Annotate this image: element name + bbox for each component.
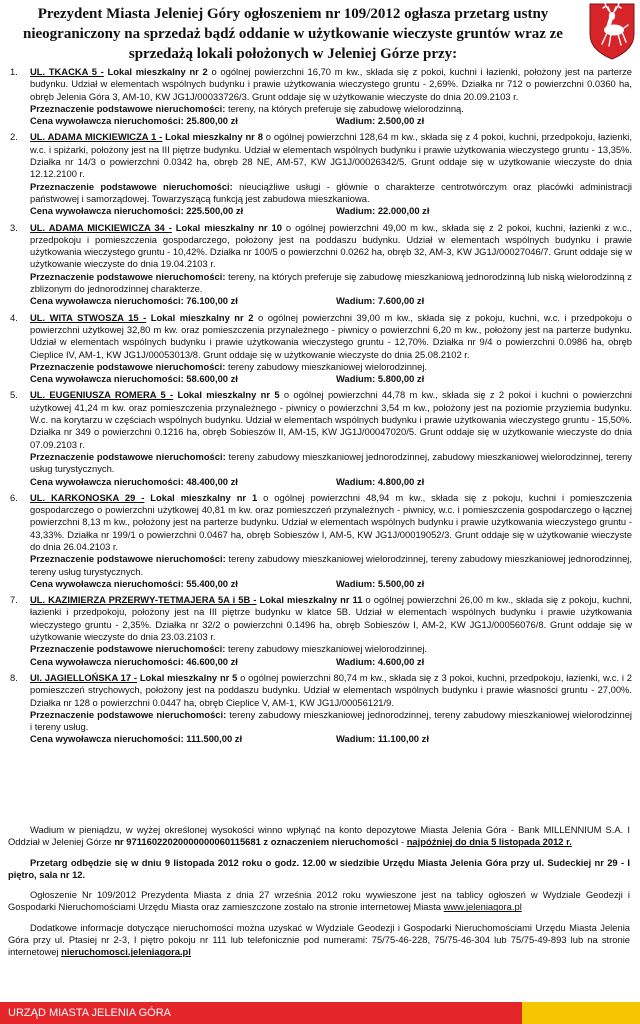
property-description xyxy=(30,66,632,103)
street-name: UL. KARKONOSKA 29 - xyxy=(30,491,145,503)
deposit-amount: Wadium: 5.800,00 zł xyxy=(336,373,425,385)
street-name: UL. TKACKA 5 - xyxy=(30,66,104,77)
lokal-label: Lokal mieszkalny nr 8 xyxy=(162,131,263,143)
item-number: 8. xyxy=(10,671,18,683)
street-name: Ul. JAGIELLOŃSKA 17 - xyxy=(30,671,138,683)
deposit-amount: Wadium: 7.600,00 zł xyxy=(336,295,425,307)
property-item xyxy=(6,66,632,127)
info-paragraph: Dodatkowe informacje dotyczące nieruchomości można uzyskać w Wydziale Geodezji i Gospodarki Nieruchomościami Urzędu Miasta Jelenia Góra przy ul. Ptasiej nr 2-3, I piętro pokoju nr 111 lub telefonicznie pod numerami: 75/75-46-228, 75/75-46-304 lub 75/75-49-893 lub na stronie internetowej nieruchomosci.jeleniagora.pl xyxy=(8,921,630,958)
purpose-text: tereny zabudowy mieszkaniowej jednorodzinnej, zabudowy mieszkaniowej wielorodzinnej, tereny usług turystycznych. xyxy=(30,450,632,475)
street-name: UL. ADAMA MICKIEWICZA 34 - xyxy=(30,221,172,233)
starting-price: Cena wywoławcza nieruchomości: 76.100,00 zł xyxy=(30,295,238,307)
deposit-amount: Wadium: 5.500,00 zł xyxy=(336,577,425,589)
item-number: 2. xyxy=(10,131,18,143)
property-description xyxy=(30,672,632,709)
lokal-label: Lokal mieszkalny nr 10 xyxy=(171,221,282,233)
street-name: UL. EUGENIUSZA ROMERA 5 - xyxy=(30,389,174,401)
price-row xyxy=(30,476,632,488)
property-purpose xyxy=(30,361,632,373)
bank-account-number: nr 97116022020000000060115681 z oznaczeniem nieruchomości xyxy=(114,836,399,848)
purpose-label: Przeznaczenie podstawowe nieruchomości: xyxy=(30,708,227,720)
purpose-text: tereny zabudowy mieszkaniowej jednorodzinnej, tereny zabudowy mieszkaniowej wielorodzinnej i tereny usług. xyxy=(30,708,632,733)
starting-price: Cena wywoławcza nieruchomości: 225.500,00 zł xyxy=(30,205,244,217)
item-number: 7. xyxy=(10,594,18,606)
deposit-amount: Wadium: 22.000,00 zł xyxy=(336,205,430,217)
announcement-header xyxy=(0,0,640,68)
purpose-label: Przeznaczenie podstawowe nieruchomości: xyxy=(30,553,226,565)
starting-price: Cena wywoławcza nieruchomości: 55.400,00 zł xyxy=(30,577,238,589)
purpose-label: Przeznaczenie podstawowe nieruchomości: xyxy=(30,102,226,114)
property-description xyxy=(30,312,632,361)
property-details: o ogólnej powierzchni 16,70 m kw., składa się z pokoi, kuchni i łazienki, położony jest na parterze budynku. Udział w elementach wspólnych budynku i prawie użytkowania wieczystego gruntu - 2,69%. Działka nr 712 o powierzchni 0.0360 ha, obręb Jelenia Góra 3, AM-10, KW JG1J/00033726/3. Grunt oddaje się w użytkowanie wieczyste do dnia 20.09.2103 r. xyxy=(30,66,632,102)
purpose-text: nieuciążliwe usługi - głównie o charakterze centrotwórczym oraz placówki administracji państwowej i samorządowej. Towarzyszącą funkcją jest zabudowa mieszkaniowa. xyxy=(30,180,632,204)
property-website-link[interactable]: nieruchomosci.jeleniagora.pl xyxy=(61,946,191,958)
purpose-text: tereny, na których preferuje się zabudowę mieszkaniową jednorodzinną lub niską wielorodzinną z zblizonym do jednorodzinnej charakterze. xyxy=(30,270,632,295)
purpose-label: Przeznaczenie podstawowe nieruchomości: xyxy=(30,450,226,462)
property-details: o ogólnej powierzchni 128,64 m kw., składa się z 4 pokoi, kuchni, przedpokoju, łazienki, w.c. i spiżarki, położony jest na III piętrze budynku. Udział w elementach wspólnych budynku i prawie użytkowania wieczystego gruntu - 13,35%. Działka nr 14/3 o powierzchni 0.0342 ha, obręb 28 NE, AM-57, KW JG1J/00026342/5. Grunt oddaje się w użytkowanie wieczyste do dnia 12.12.2100 r. xyxy=(30,131,632,180)
property-details: o ogólnej powierzchni 26,00 m kw., składa się z pokoju, kuchni, łazienki i przedpokoju, położony jest na III piętrze budynku w klatce 5B. Udział w elementach wspólnych budynku i prawie użytkowania wieczystego gruntu - 2,35%. Działka nr 32/2 o powierzchni 0.1496 ha, obręb Sobieszów I, AM-2, KW JG1J/00056076/8. Grunt oddaje się w użytkowanie wieczyste do dnia 23.03.2103 r. xyxy=(30,594,632,643)
lokal-label: Lokal mieszkalny nr 5 xyxy=(137,671,238,683)
purpose-label: Przeznaczenie podstawowe nieruchomości: xyxy=(30,360,226,372)
property-description xyxy=(30,492,632,553)
purpose-text: tereny zabudowy mieszkaniowej wielorodzinnej, tereny zabudowy mieszkaniowej jednorodzinnej, tereny usług turystycznych. xyxy=(30,553,632,577)
property-description xyxy=(30,131,632,180)
property-details: o ogólnej powierzchni 39,00 m kw., składa się z pokoju, kuchni, w.c. i przedpokoju o powierzchni użytkowej 32,80 m kw. oraz pomieszczenia przynależnego - piwnicy o powierzchni 6,20 m kw., położony jest na parterze budynku. Udział w elementach wspólnych budynku i prawie użytkowania wieczystego gruntu - 12,70%. Działka nr 9/4 o powierzchni 0.0986 ha, obręb Cieplice IV, AM-1, KW JG1J/00053013/8. Grunt oddaje się w użytkowanie wieczyste do dnia 25.08.2102 r. xyxy=(30,311,632,360)
city-office-label: URZĄD MIASTA JELENIA GÓRA xyxy=(0,1002,522,1024)
property-description xyxy=(30,222,632,271)
property-details: o ogólnej powierzchni 48,94 m kw., składa się z pokoju, kuchni i pomieszczenia gospodarczego o powierzchni użytkowej 40,81 m kw. oraz pomieszczeń przynależnych - piwnicy, w.c. i pomieszczenia gospodarczego o łącznej powierzchni 8,13 m kw., położony jest na parterze budynku. Udział w elementach wspólnych budynku i prawie użytkowania wieczystego gruntu - 43,33%. Działka nr 199/1 o powierzchni 0.0467 ha, obręb Sobieszów I, AM-5, KW JG1J/00019052/3. Grunt oddaje się w użytkowanie wieczyste do dnia 26.04.2103 r. xyxy=(30,491,632,552)
lokal-label: Lokal mieszkalny nr 2 xyxy=(103,66,208,77)
yellow-stripe xyxy=(522,1002,640,1024)
notice-paragraph: Ogłoszenie Nr 109/2012 Prezydenta Miasta z dnia 27 września 2012 roku wywieszone jest na tablicy ogłoszeń w Wydziale Geodezji i Gospodarki Nieruchomościami Urzędu Miasta oraz zamieszczone zostało na stronie internetowej Miasta www.jeleniagora.pl xyxy=(8,889,630,913)
starting-price: Cena wywoławcza nieruchomości: 111.500,00 zł xyxy=(30,733,243,745)
street-name: UL. WITA STWOSZA 15 - xyxy=(30,311,147,323)
purpose-label: Przeznaczenie podstawowe nieruchomości: xyxy=(30,643,226,655)
property-details: o ogólnej powierzchni 80,74 m kw., składa się z 3 pokoi, kuchni, przedpokoju, łazienki, w.c. i 2 pomieszczeń strychowych, położony jest na poddaszu budynku. Udział w elementach wspólnych budynku i prawie własności gruntu - 27,00%. Działka nr 128 o powierzchni 0.0447 ha, obręb Cieplice V, AM-1, KW JG1J/00056121/9. xyxy=(30,671,632,708)
item-number: 4. xyxy=(10,311,18,323)
item-number: 6. xyxy=(10,491,18,503)
lokal-label: Lokal mieszkalny nr 5 xyxy=(173,389,280,401)
price-row xyxy=(30,373,632,385)
deposit-amount: Wadium: 4.800,00 zł xyxy=(336,475,425,487)
announcement-title: Prezydent Miasta Jeleniej Góry ogłoszeniem nr 109/2012 ogłasza przetarg ustny nieograniczony na sprzedaż bądź oddanie w użytkowanie wieczyste gruntów wraz ze sprzedażą lokali położonych w Jeleniej Górze przy: xyxy=(23,6,563,62)
starting-price: Cena wywoławcza nieruchomości: 48.400,00 zł xyxy=(30,475,238,487)
property-purpose xyxy=(30,103,632,115)
starting-price: Cena wywoławcza nieruchomości: 46.600,00 zł xyxy=(30,655,238,667)
announcement-footer xyxy=(8,824,630,967)
property-description xyxy=(30,389,632,450)
lokal-label: Lokal mieszkalny nr 1 xyxy=(144,491,258,503)
property-item xyxy=(6,672,632,746)
property-item xyxy=(6,594,632,668)
item-number: 5. xyxy=(10,389,18,401)
property-item xyxy=(6,389,632,487)
lokal-label: Lokal mieszkalny nr 11 xyxy=(256,594,363,606)
property-details: o ogólnej powierzchni 44,78 m kw., składa się z 2 pokoi i kuchni o powierzchni użytkowej 41,24 m kw. oraz pomieszczenia przynależnego - piwnicy o powierzchni 3,54 m kw., położony jest na poziomie przyziemia budynku. W.c. na korytarzu w częściach wspólnych budynku. Udział w elementach wspólnych budynku i prawie użytkowania wieczystego gruntu - 15,50%. Działka nr 349 o powierzchni 0.1216 ha, obręb Sobieszów II, AM-15, KW JG1J/00047020/5. Grunt oddaje się w użytkowanie wieczyste do dnia 07.09.2103 r. xyxy=(30,389,632,450)
price-row xyxy=(30,733,632,745)
property-purpose xyxy=(30,709,632,734)
property-details: o ogólnej powierzchni 49,00 m kw., składa się z 2 pokoi, kuchni, łazienki z w.c., przedpokoju i pomieszczenia gospodarczego, położony jest na poddaszu budynku. Udział w elementach wspólnych budynku i prawie użytkowania wieczystego gruntu - 10,42%. Działka nr 100/5 o powierzchni 0.0262 ha, obręb 32, AM-3, KW JG1J/00027046/7. Grunt oddaje się w użytkowanie wieczyste do dnia 19.04.2103 r. xyxy=(30,221,632,270)
bottom-bar xyxy=(0,1002,640,1024)
starting-price: Cena wywoławcza nieruchomości: 58.600,00 zł xyxy=(30,373,238,385)
starting-price: Cena wywoławcza nieruchomości: 25.800,00 zł xyxy=(30,115,238,127)
payment-deadline: najpóźniej do dnia 5 listopada 2012 r. xyxy=(406,836,572,848)
property-purpose xyxy=(30,451,632,476)
property-item xyxy=(6,222,632,308)
property-item xyxy=(6,312,632,386)
street-name: UL. KAZIMIERZA PRZERWY-TETMAJERA 5A i 5B - xyxy=(30,594,257,606)
property-item xyxy=(6,131,632,217)
wadium-paragraph: Wadium w pieniądzu, w wyżej określonej wysokości winno wpłynąć na konto depozytowe Miasta Jelenia Góra - Bank MILLENNIUM S.A. I Oddział w Jeleniej Górze nr 97116022020000000060115681 z oznaczeniem nieruchomości - najpóźniej do dnia 5 listopada 2012 r. xyxy=(8,824,630,848)
lokal-label: Lokal mieszkalny nr 2 xyxy=(146,311,254,323)
price-row xyxy=(30,115,632,127)
purpose-label: Przeznaczenie podstawowe nieruchomości: xyxy=(30,180,233,192)
property-description xyxy=(30,594,632,643)
jelenia-gora-coat-of-arms-icon xyxy=(588,2,636,60)
auction-date-paragraph: Przetarg odbędzie się w dniu 9 listopada 2012 roku o godz. 12.00 w siedzibie Urzędu Miasta Jelenia Góra przy ul. Sudeckiej nr 29 - I piętro, sala nr 12. xyxy=(8,856,630,880)
price-row xyxy=(30,295,632,307)
city-website-link[interactable]: www.jeleniagora.pl xyxy=(443,901,522,913)
property-purpose xyxy=(30,643,632,655)
property-list xyxy=(6,66,632,750)
property-item xyxy=(6,492,632,590)
price-row xyxy=(30,578,632,590)
property-purpose xyxy=(30,553,632,578)
item-number: 3. xyxy=(10,221,18,233)
price-row xyxy=(30,656,632,668)
deposit-amount: Wadium: 4.600,00 zł xyxy=(336,655,425,667)
item-number: 1. xyxy=(10,66,18,77)
deposit-amount: Wadium: 11.100,00 zł xyxy=(336,733,429,745)
deposit-amount: Wadium: 2.500,00 zł xyxy=(336,115,425,127)
purpose-label: Przeznaczenie podstawowe nieruchomości: xyxy=(30,270,226,282)
purpose-text: tereny zabudowy mieszkaniowej wielorodzinnej. xyxy=(225,643,428,655)
property-purpose xyxy=(30,181,632,206)
purpose-text: tereny zabudowy mieszkaniowej wielorodzinnej. xyxy=(225,360,428,372)
street-name: UL. ADAMA MICKIEWICZA 1 - xyxy=(30,131,163,143)
purpose-text: tereny, na których preferuje się zabudowę wielorodzinną. xyxy=(225,102,464,114)
price-row xyxy=(30,205,632,217)
property-purpose xyxy=(30,271,632,296)
